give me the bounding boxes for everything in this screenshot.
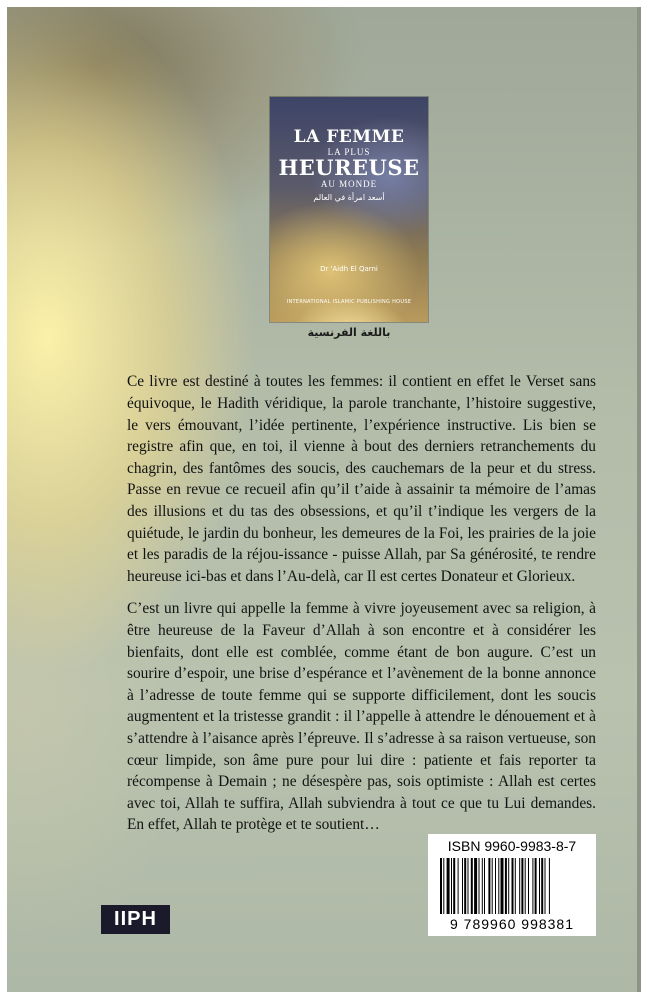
description-paragraph-1: Ce livre est destiné à toutes les femmes: il contient en effet le Verset sans équivoque, le Hadith véridique, la parole tranchante, l’histoire suggestive, le vers émouvant, l’idée pertinente, l’expérience instructive. Lis bien se registre afin que, en toi, il vienne à bout des derniers retranchements du chagrin, des fantômes des soucis, des cauchemars de la peur et du stress. Passe en revue ce recueil afin qu’il t’aide à assainir ta mémoire de l’amas des illusions et du tas des obsessions, et qu’il t’indique les vergers de la quiétude, le jardin du bonheur, les demeures de la Foi, les prairies de la joie et les paradis de la réjou-issance - puisse Allah, par Sa générosité, te rendre heureuse ici-bas et dans l’Au-delà, car Il est certes Donateur et Glorieux. [127, 373, 596, 585]
book-back-cover [7, 7, 641, 992]
isbn-barcode-box [428, 834, 596, 936]
barcode-digits: 9 789960 998381 [450, 916, 574, 932]
front-cover-thumbnail [270, 97, 428, 322]
description-paragraph-2: C’est un livre qui appelle la femme à vivre joyeusement avec sa religion, à être heureuse de la Faveur d’Allah à son encontre et à considérer les bienfaits, dont elle est comblée, comme étant de bon augure. C’est un sourire d’espoir, une brise d’espérance et l’avènement de la bonne annonce à l’adresse de toute femme qui se supporte difficilement, dont les soucis augmentent et la tristesse grandit : il l’appelle à attendre le dénouement et à s’attendre à l’aisance après l’épreuve. Il s’adresse à sa raison vertueuse, son cœur limpide, son âme pure pour lui dire : patiente et fais reporter ta récompense à Demain ; ne désespère pas, sois optimiste : Allah est certes avec toi, Allah te suffira, Allah subviendra à tout ce que tu Lui demandes. En effet, Allah te protège et te soutient… [127, 600, 596, 834]
thumbnail-author: Dr 'Aidh El Qarni [320, 265, 378, 273]
thumbnail-title-small1: LA PLUS [327, 147, 371, 157]
isbn-label: ISBN 9960-9983-8-7 [447, 838, 577, 854]
thumbnail-title-line1: LA FEMME [293, 127, 405, 147]
thumbnail-title-small2: AU MONDE [320, 179, 378, 189]
thumbnail-publisher: INTERNATIONAL ISLAMIC PUBLISHING HOUSE [286, 299, 412, 305]
publisher-logo: IIPH [101, 905, 170, 934]
thumbnail-title-line2: HEUREUSE [278, 155, 420, 180]
thumbnail-arabic-title: أسعد امرأة في العالم [313, 193, 385, 202]
arabic-language-caption: باللغة الفرنسية [307, 326, 391, 339]
barcode-icon [440, 858, 590, 914]
